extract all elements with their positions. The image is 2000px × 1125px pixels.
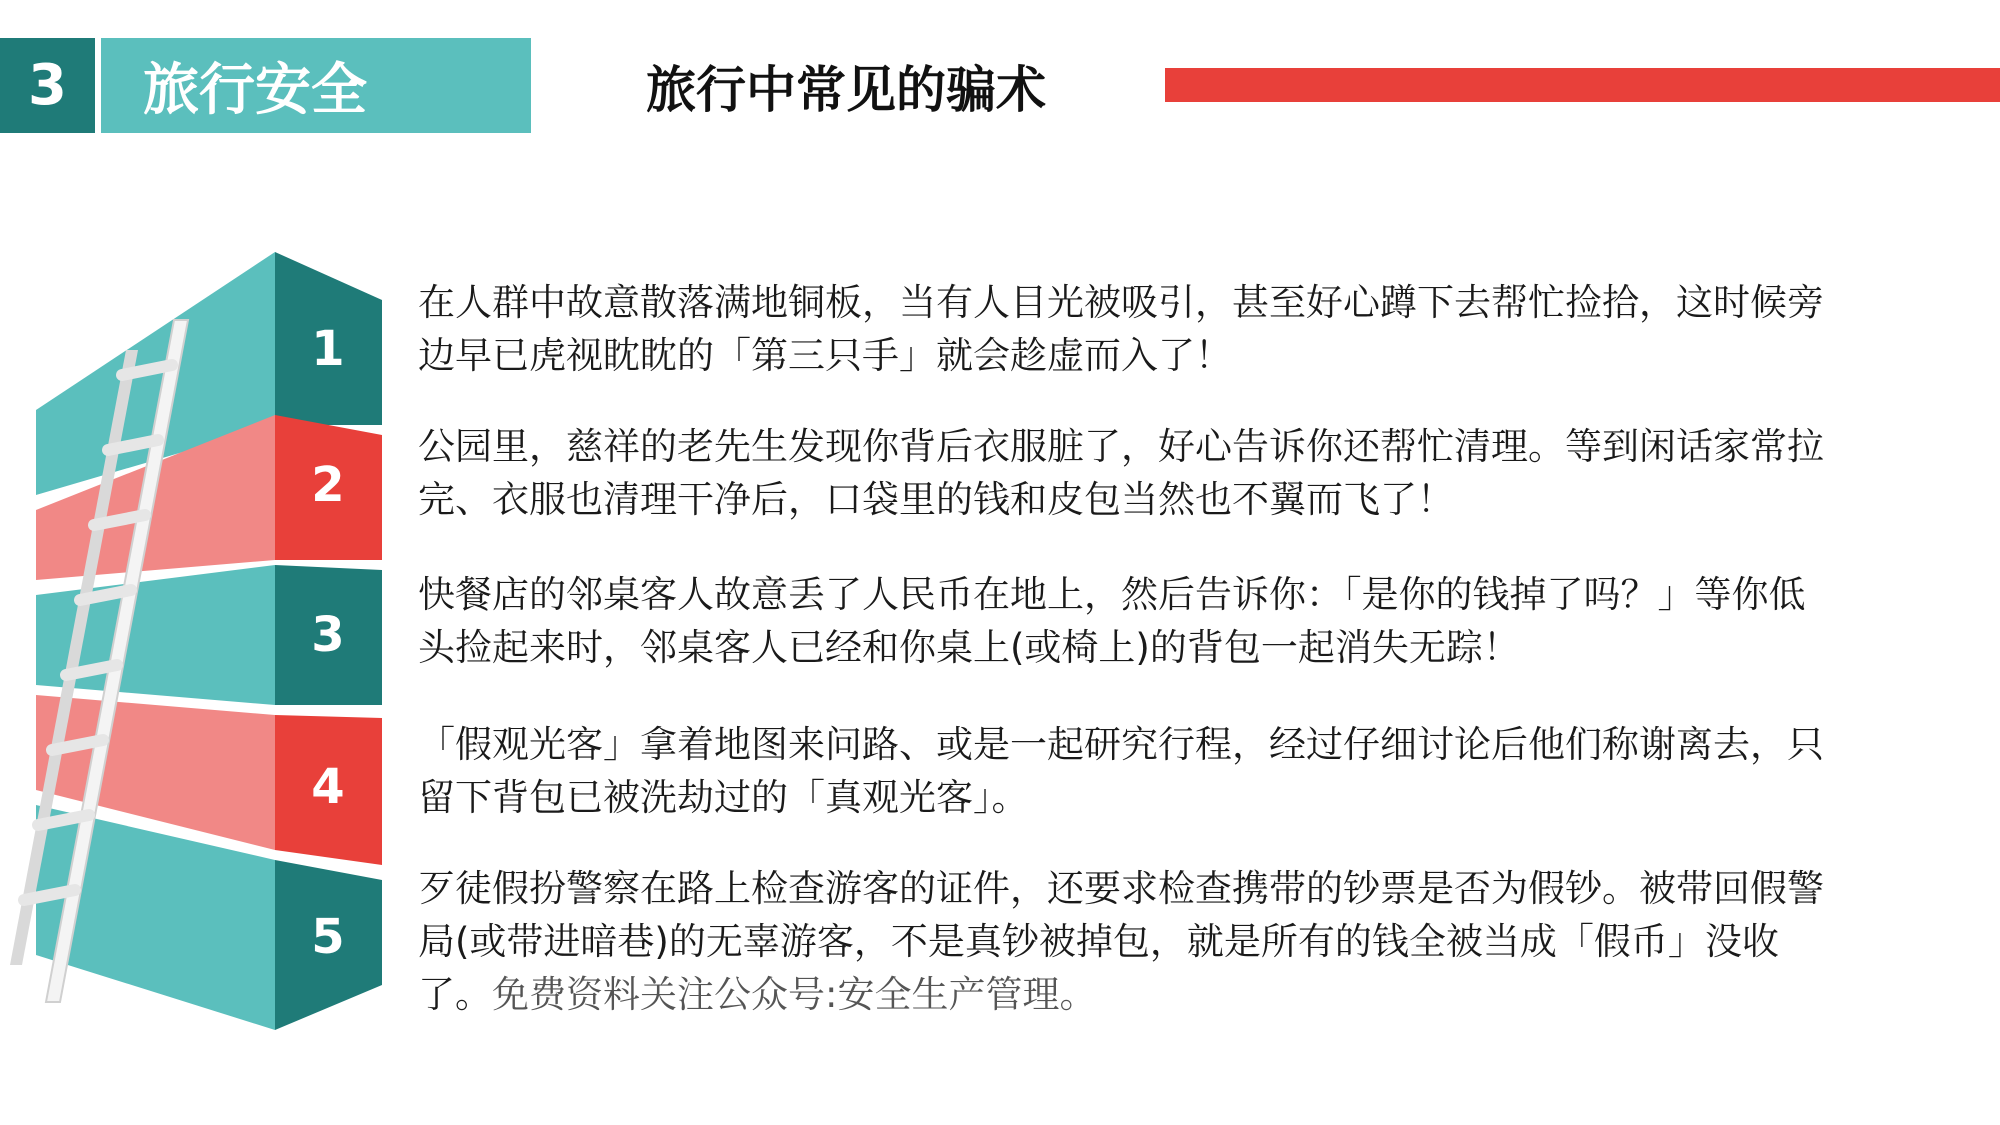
scam-item-3: 快餐店的邻桌客人故意丢了人民币在地上，然后告诉你：「是你的钱掉了吗？」等你低头捡起来时，邻桌客人已经和你桌上(或椅上)的背包一起消失无踪！ bbox=[418, 573, 1806, 669]
block-number-2: 2 bbox=[311, 457, 345, 513]
scam-item-4: 「假观光客」拿着地图来问路、或是一起研究行程，经过仔细讨论后他们称谢离去，只留下背包已被洗劫过的「真观光客」。 bbox=[418, 723, 1824, 819]
block-number-4: 4 bbox=[311, 759, 345, 815]
scam-item-5 bbox=[418, 862, 1838, 1021]
section-title: 旅行安全 bbox=[101, 38, 531, 133]
scam-item-5-text: 歹徒假扮警察在路上检查游客的证件，还要求检查携带的钞票是否为假钞。被带回假警局(或带进暗巷)的无辜游客，不是真钞被掉包，就是所有的钱全被当成「假币」没收了。 bbox=[418, 867, 1824, 1016]
page-title: 旅行中常见的骗术 bbox=[646, 60, 1046, 119]
block-number-3: 3 bbox=[311, 607, 345, 663]
title-accent-bar bbox=[1165, 68, 2000, 102]
scam-item-2: 公园里，慈祥的老先生发现你背后衣服脏了，好心告诉你还帮忙清理。等到闲话家常拉完、衣服也清理干净后，口袋里的钱和皮包当然也不翼而飞了！ bbox=[418, 425, 1824, 521]
block-number-5: 5 bbox=[311, 909, 345, 965]
stacked-blocks-graphic bbox=[0, 240, 400, 1040]
section-number-badge: 3 bbox=[0, 38, 95, 133]
scam-item-1: 在人群中故意散落满地铜板，当有人目光被吸引，甚至好心蹲下去帮忙捡拾，这时候旁边早已虎视眈眈的「第三只手」就会趁虚而入了！ bbox=[418, 281, 1824, 377]
footer-note: 免费资料关注公众号:安全生产管理。 bbox=[492, 973, 1097, 1016]
block-number-1: 1 bbox=[311, 321, 345, 377]
